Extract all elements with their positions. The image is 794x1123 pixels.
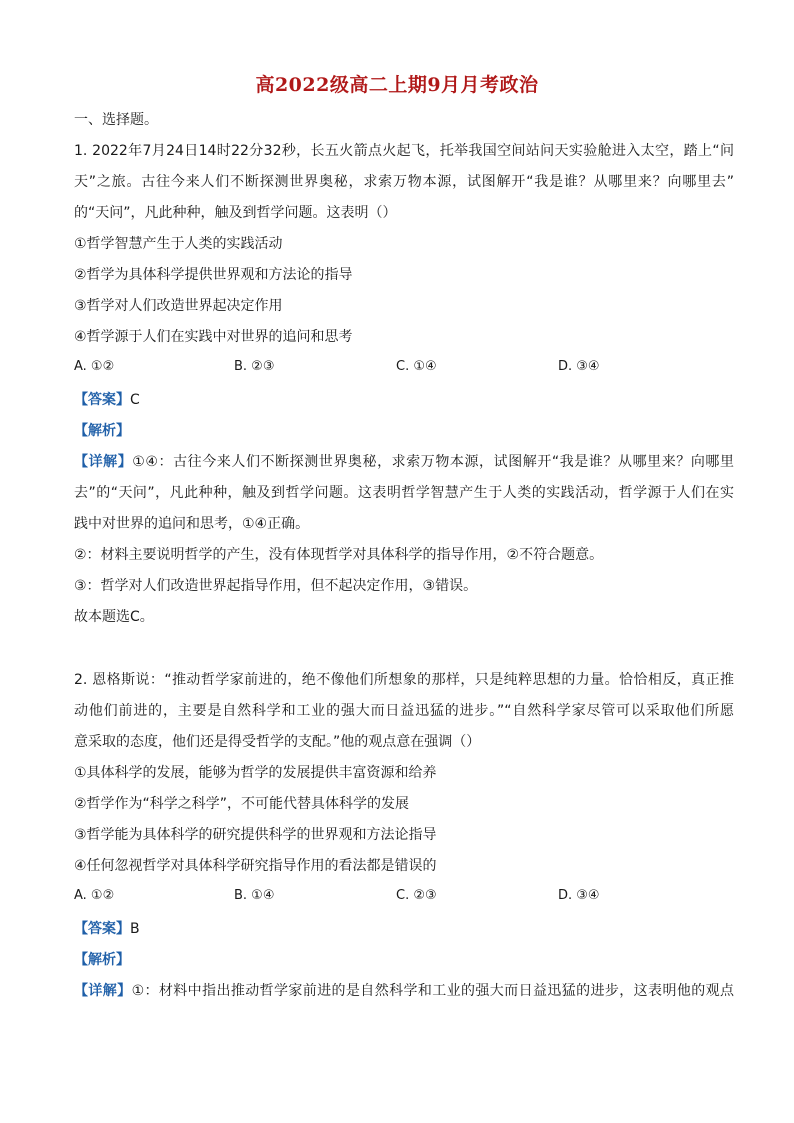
answer-tag: 【答案】 [74,392,130,408]
q1-detail-line: 故本题选C。 [74,609,154,625]
detail-text: ①：材料中指出推动哲学家前进的是自然科学和工业的强大而日益迅猛的进步，这表明他的观点 [131,983,734,999]
detail-tag: 【详解】 [74,983,132,999]
q2-item: ④任何忽视哲学对具体科学研究指导作用的看法都是错误的 [74,858,437,874]
q1-detail-line: 去”的“天问”，凡此种种，触及到哲学问题。这表明哲学智慧产生于人类的实践活动，哲学源于人们在实 [74,485,734,501]
q2-option-a: A. ①② [74,888,115,903]
q1-answer [74,390,734,410]
q1-option-d: D. ③④ [558,359,600,374]
q2-option-b: B. ①④ [234,888,275,903]
q2-stem-line: 2. 恩格斯说：“推动哲学家前进的，绝不像他们所想象的那样，只是纯粹思想的力量。恰恰相反，真正推 [74,672,734,688]
q1-stem-line: 天”之旅。古往今来人们不断探测世界奥秘，求索万物本源，试图解开“我是谁？从哪里来？向哪里去” [74,174,734,190]
q1-stem-line: 的“天问”，凡此种种，触及到哲学问题。这表明（） [74,205,397,221]
q1-option-a: A. ①② [74,359,115,374]
document-title: 高2022级高二上期9月月考政治 [255,74,539,96]
q1-options [74,359,734,379]
q1-item: ③哲学对人们改造世界起决定作用 [74,298,283,314]
q2-item: ③哲学能为具体科学的研究提供科学的世界观和方法论指导 [74,827,437,843]
q2-detail-line [74,981,734,1001]
q2-item: ②哲学作为“科学之科学”，不可能代替具体科学的发展 [74,796,410,812]
q1-detail-line: ③：哲学对人们改造世界起指导作用，但不起决定作用，③错误。 [74,578,478,594]
q1-option-c: C. ①④ [396,359,437,374]
q1-stem-line: 1. 2022年7月24日14时22分32秒，长五火箭点火起飞，托举我国空间站问天实验舱进入太空，踏上“问 [74,143,734,159]
answer-value: C [130,392,140,408]
q1-item: ②哲学为具体科学提供世界观和方法论的指导 [74,267,353,283]
analysis-tag: 【解析】 [74,423,130,439]
q2-options [74,888,734,908]
q1-detail-line [74,452,734,472]
q2-item: ①具体科学的发展，能够为哲学的发展提供丰富资源和给养 [74,765,437,781]
q1-option-b: B. ②③ [234,359,275,374]
q1-item: ①哲学智慧产生于人类的实践活动 [74,236,283,252]
q1-analysis [74,421,734,441]
answer-tag: 【答案】 [74,921,130,937]
answer-value: B [130,921,140,937]
q2-answer [74,919,734,939]
q2-stem-line: 意采取的态度，他们还是得受哲学的支配。”他的观点意在强调（） [74,734,481,750]
section-heading: 一、选择题。 [74,112,158,128]
q2-analysis [74,950,734,970]
q1-detail-line: ②：材料主要说明哲学的产生，没有体现哲学对具体科学的指导作用，②不符合题意。 [74,547,604,563]
q2-stem-line: 动他们前进的，主要是自然科学和工业的强大而日益迅猛的进步。”“自然科学家尽管可以采取他们所愿 [74,703,734,719]
detail-text: ①④：古往今来人们不断探测世界奥秘，求索万物本源，试图解开“我是谁？从哪里来？向哪里 [132,454,734,470]
q2-option-c: C. ②③ [396,888,437,903]
q2-option-d: D. ③④ [558,888,600,903]
q1-item: ④哲学源于人们在实践中对世界的追问和思考 [74,329,353,345]
analysis-tag: 【解析】 [74,952,130,968]
q1-detail-line: 践中对世界的追问和思考，①④正确。 [74,516,310,532]
detail-tag: 【详解】 [74,454,133,470]
